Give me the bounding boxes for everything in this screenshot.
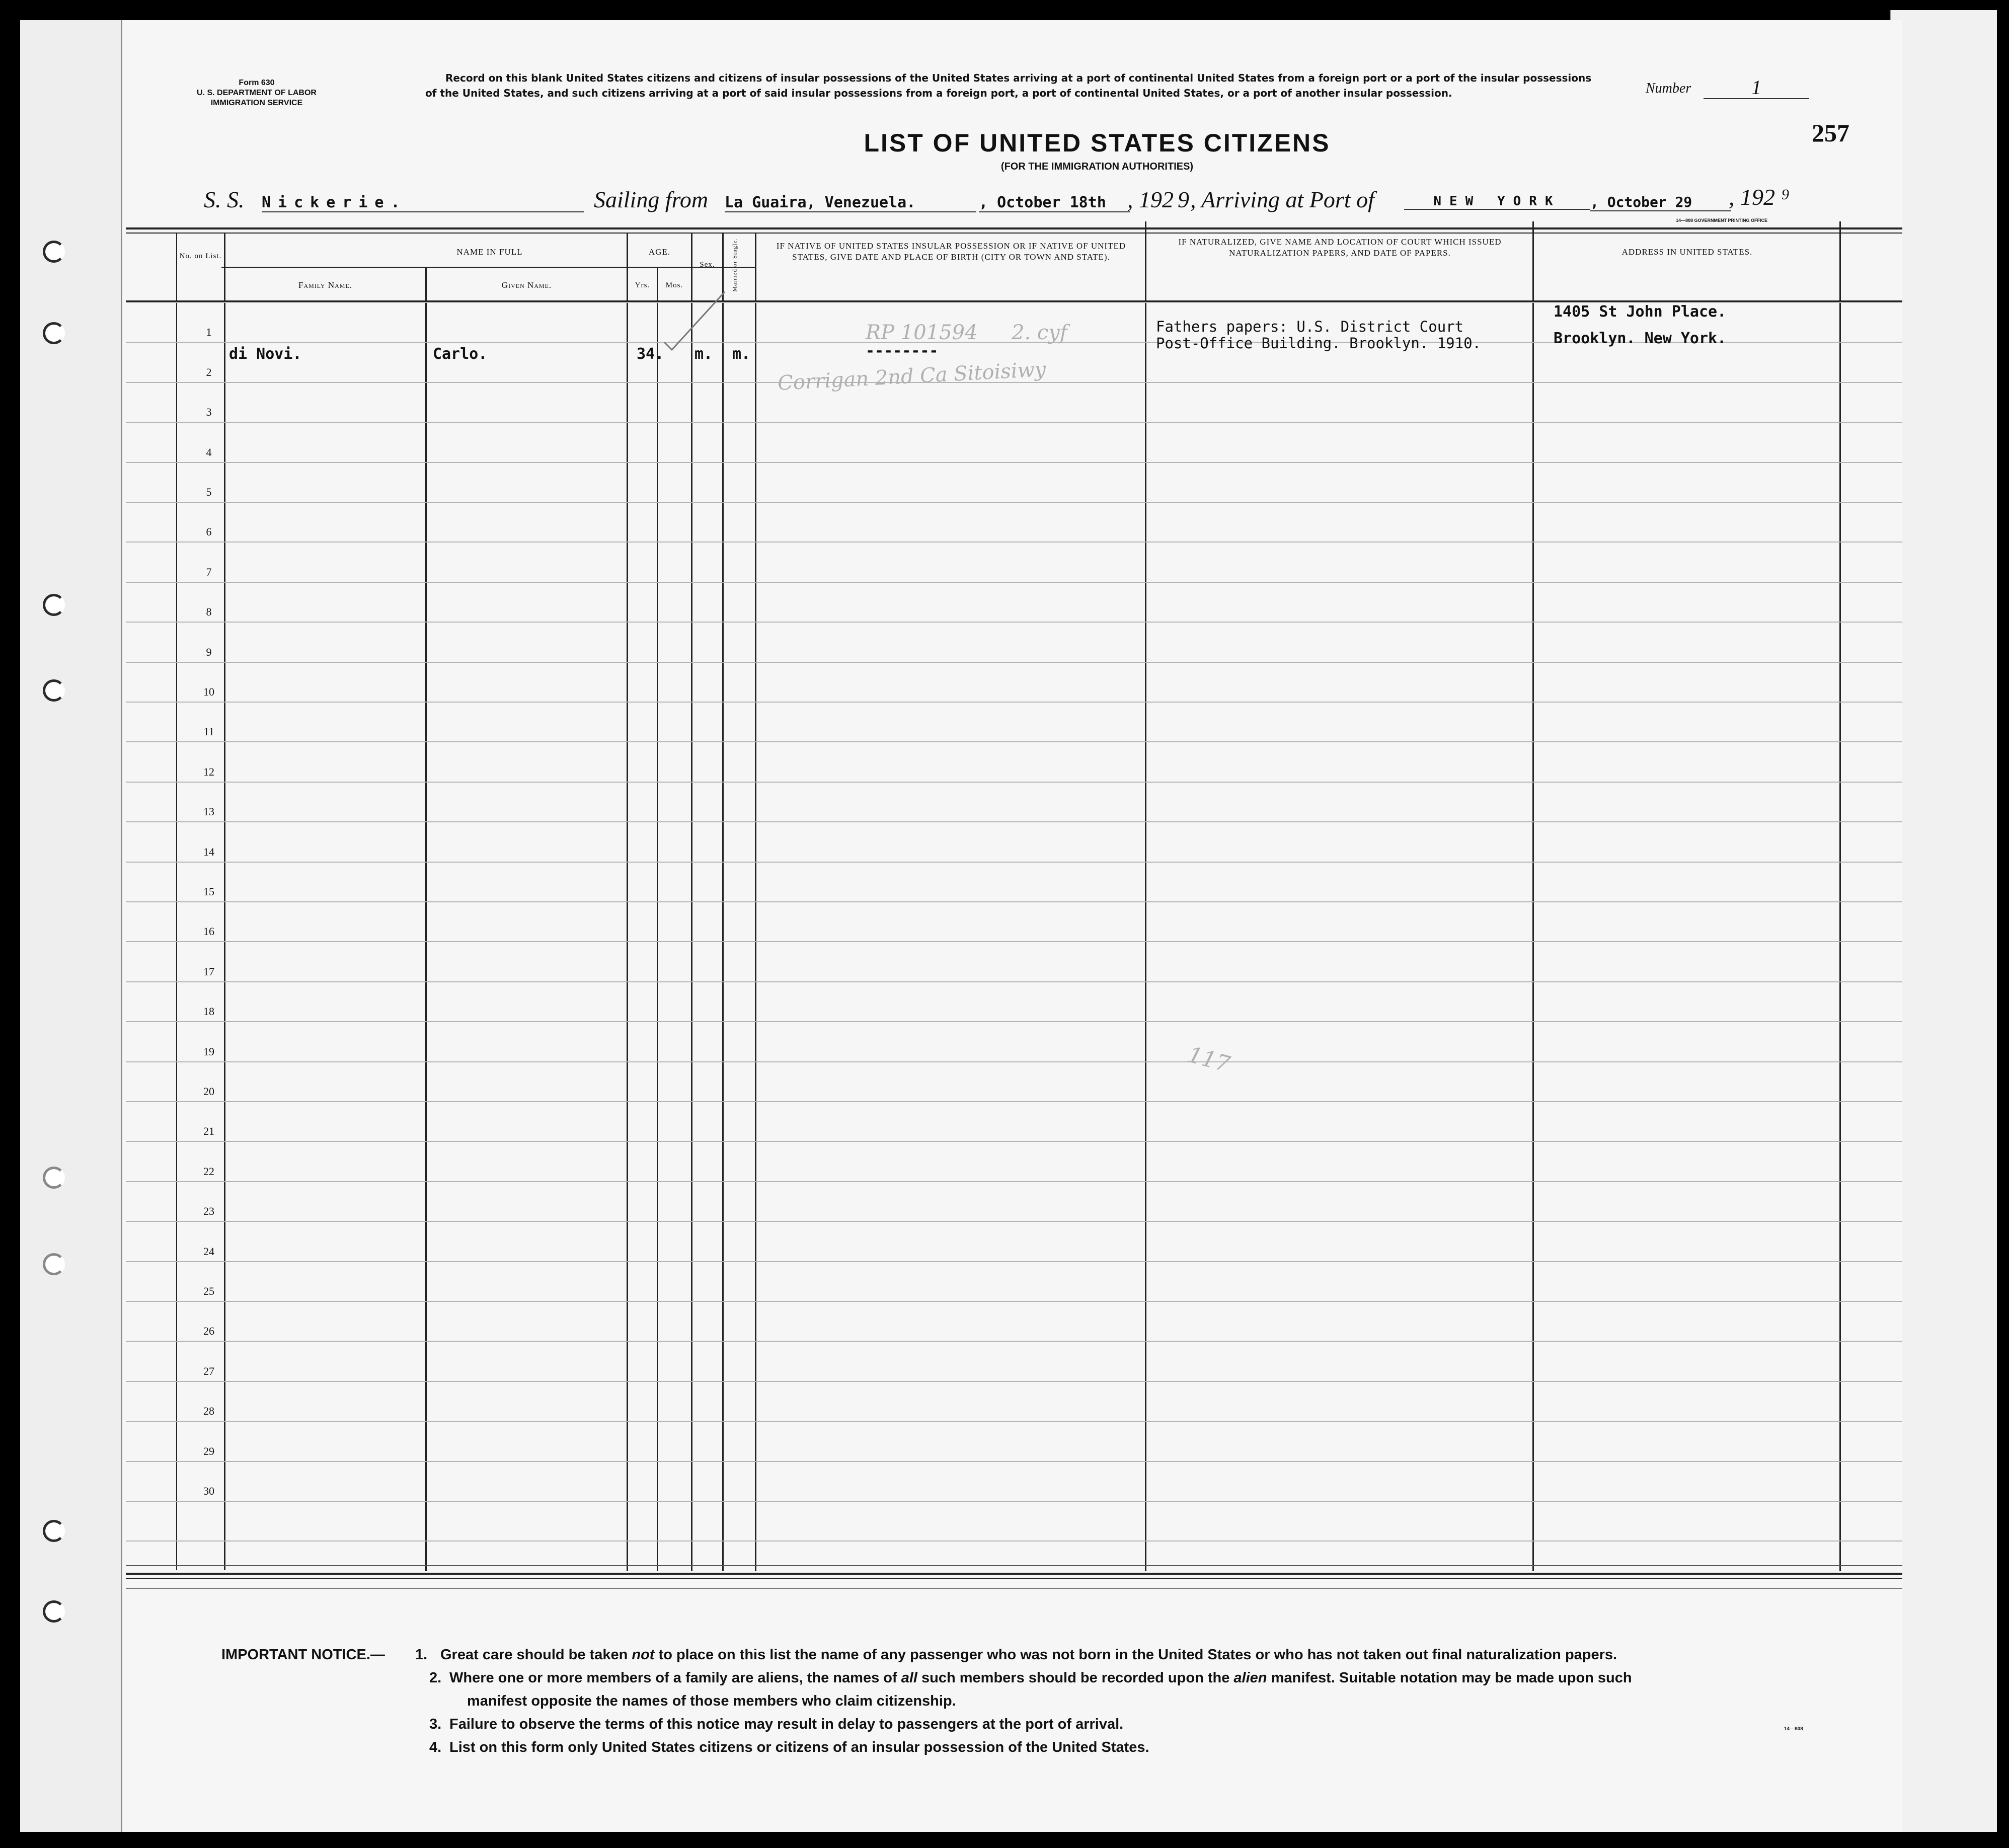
sailing-date: , October 18th bbox=[979, 194, 1130, 212]
arriving-label: , Arriving at Port of bbox=[1190, 187, 1374, 212]
col-given-name: Given Name. bbox=[501, 280, 552, 290]
pencil-note-1: RP 101594 bbox=[866, 321, 978, 344]
row-number: 13 bbox=[203, 805, 214, 818]
binding-hole bbox=[43, 679, 65, 702]
row-rule bbox=[126, 981, 1902, 982]
arriving-year-digit: 9 bbox=[1782, 186, 1789, 203]
entry-birth: -------- bbox=[866, 342, 939, 360]
row-rule bbox=[126, 1501, 1902, 1502]
row-number: 26 bbox=[203, 1325, 214, 1337]
sailing-year: , 192 bbox=[1127, 187, 1174, 212]
pencil-checkmark bbox=[659, 287, 730, 352]
col-yrs: Yrs. bbox=[635, 281, 650, 289]
binding-hole bbox=[43, 1253, 65, 1275]
binding-hole bbox=[43, 1167, 65, 1189]
row-rule bbox=[126, 422, 1902, 423]
row-number: 7 bbox=[206, 566, 212, 578]
row-rule bbox=[126, 782, 1902, 783]
row-rule bbox=[126, 1181, 1902, 1182]
back-page-edge bbox=[1890, 10, 1997, 1832]
row-rule bbox=[126, 1461, 1902, 1462]
notice-item-1 bbox=[440, 1643, 1885, 1666]
row-number: 11 bbox=[203, 725, 214, 738]
row-number: 30 bbox=[203, 1485, 214, 1497]
immigration-service: IMMIGRATION SERVICE bbox=[210, 99, 303, 107]
col-sex: Sex. bbox=[700, 261, 715, 269]
form-number: Form 630 bbox=[239, 79, 275, 87]
form-code: 14—808 bbox=[1784, 1726, 1803, 1732]
row-rule bbox=[126, 462, 1902, 463]
row-number: 5 bbox=[206, 486, 212, 498]
row-rule bbox=[126, 1261, 1902, 1262]
list-subtitle: (FOR THE IMMIGRATION AUTHORITIES) bbox=[1000, 161, 1194, 172]
col-birth: IF NATIVE OF UNITED STATES INSULAR POSSESSION OR IF NATIVE OF UNITED STATES, GIVE DATE AND PLACE OF BIRTH (CITY OR TOWN AND STATE). bbox=[776, 241, 1126, 262]
row-rule bbox=[126, 1381, 1902, 1382]
number-label: Number bbox=[1646, 81, 1691, 96]
col-family-name: Family Name. bbox=[298, 280, 353, 290]
col-name-in-full: NAME IN FULL bbox=[456, 247, 523, 257]
entry-address-line2: Brooklyn. New York. bbox=[1554, 330, 1727, 347]
row-number: 1 bbox=[206, 326, 212, 338]
row-rule bbox=[126, 862, 1902, 863]
row-rule bbox=[126, 941, 1902, 942]
sailing-label: Sailing from bbox=[594, 187, 709, 212]
notice-item-1-text-a: Great care should be taken bbox=[440, 1647, 628, 1663]
row-number: 20 bbox=[203, 1085, 214, 1098]
entry-married: m. bbox=[732, 345, 751, 363]
sailing-year-digit: 9 bbox=[1178, 187, 1189, 212]
col-married: Married or Single. bbox=[731, 238, 738, 292]
sailing-port: La Guaira, Venezuela. bbox=[725, 194, 976, 212]
row-rule bbox=[126, 1101, 1902, 1102]
row-rule bbox=[126, 1141, 1902, 1142]
binding-hole bbox=[43, 594, 65, 616]
pencil-note-3: Corrigan 2nd Ca Sitoisiwy bbox=[777, 358, 1047, 395]
binding-hole bbox=[43, 1520, 65, 1542]
entry-family-name: di Novi. bbox=[229, 345, 302, 363]
row-rule bbox=[126, 502, 1902, 503]
col-address: ADDRESS IN UNITED STATES. bbox=[1621, 247, 1753, 257]
notice-item-2-text-c: manifest. Suitable notation may be made upon such bbox=[1271, 1670, 1632, 1686]
row-number: 18 bbox=[203, 1005, 214, 1018]
row-number: 3 bbox=[206, 406, 212, 418]
row-rule bbox=[126, 1061, 1902, 1062]
notice-item-2-text-b: such members should be recorded upon the bbox=[921, 1670, 1230, 1686]
row-rule bbox=[126, 821, 1902, 822]
printer-mark: 14—808 GOVERNMENT PRINTING OFFICE bbox=[1676, 218, 1768, 223]
notice-heading: IMPORTANT NOTICE.— bbox=[221, 1647, 385, 1663]
row-number: 12 bbox=[203, 765, 214, 778]
col-no: No. on List. bbox=[179, 252, 222, 260]
row-number: 9 bbox=[206, 646, 212, 658]
binding-hole bbox=[43, 1600, 65, 1623]
row-number: 19 bbox=[203, 1045, 214, 1058]
row-number: 22 bbox=[203, 1165, 214, 1178]
arriving-year: , 192 bbox=[1729, 184, 1775, 210]
page-stamp: 257 bbox=[1812, 119, 1849, 147]
notice-item-2-text-a: Where one or more members of a family are aliens, the names of bbox=[449, 1670, 897, 1686]
notice-item-1-number: 1. bbox=[415, 1647, 428, 1663]
arriving-date: , October 29 bbox=[1590, 194, 1731, 211]
row-number: 2 bbox=[206, 366, 212, 378]
binding-hole bbox=[43, 241, 65, 263]
entry-sex: m. bbox=[694, 345, 713, 363]
row-rule bbox=[126, 702, 1902, 703]
arriving-port: NEW YORK bbox=[1404, 194, 1590, 210]
row-rule bbox=[126, 1221, 1902, 1222]
row-number: 29 bbox=[203, 1445, 214, 1457]
number-value: 1 bbox=[1704, 75, 1809, 99]
row-number: 14 bbox=[203, 845, 214, 858]
col-age: AGE. bbox=[648, 247, 671, 257]
entry-address-line1: 1405 St John Place. bbox=[1554, 303, 1727, 321]
row-rule bbox=[126, 1301, 1902, 1302]
row-number: 10 bbox=[203, 685, 214, 698]
notice-item-2-emphasis-all: all bbox=[901, 1670, 917, 1686]
row-number: 6 bbox=[206, 525, 212, 538]
notice-item-3-number: 3. bbox=[429, 1716, 442, 1732]
notice-item-2-continuation: manifest opposite the names of those members who claim citizenship. bbox=[467, 1693, 956, 1709]
department: U. S. DEPARTMENT OF LABOR bbox=[197, 89, 317, 97]
row-rule bbox=[126, 582, 1902, 583]
notice-item-1-text-b: to place on this list the name of any passenger who was not born in the United States or who has not taken out final naturalization papers. bbox=[658, 1647, 1617, 1663]
row-number: 28 bbox=[203, 1405, 214, 1417]
entry-naturalization-line2: Post-Office Building. Brooklyn. 1910. bbox=[1156, 335, 1482, 352]
row-rule bbox=[126, 1341, 1902, 1342]
col-mos: Mos. bbox=[665, 281, 683, 289]
notice-item-2 bbox=[449, 1666, 1889, 1689]
entry-age-yrs: 34. bbox=[637, 345, 664, 363]
ship-name: Nickerie. bbox=[262, 194, 584, 212]
row-number: 8 bbox=[206, 605, 212, 618]
notice-item-2-number: 2. bbox=[429, 1670, 442, 1686]
row-rule bbox=[126, 1021, 1902, 1022]
row-number: 21 bbox=[203, 1125, 214, 1137]
row-number: 23 bbox=[203, 1205, 214, 1217]
row-rule bbox=[126, 901, 1902, 902]
row-number: 27 bbox=[203, 1365, 214, 1377]
pencil-note-2: 2. cyf bbox=[1012, 321, 1067, 344]
notice-item-4: List on this form only United States citizens or citizens of an insular possession of the United States. bbox=[449, 1739, 1149, 1755]
row-number: 25 bbox=[203, 1285, 214, 1297]
notice-item-2-emphasis-alien: alien bbox=[1233, 1670, 1267, 1686]
row-rule bbox=[126, 662, 1902, 663]
notice-item-4-number: 4. bbox=[429, 1739, 442, 1755]
row-number: 4 bbox=[206, 446, 212, 458]
col-naturalized: IF NATURALIZED, GIVE NAME AND LOCATION OF COURT WHICH ISSUED NATURALIZATION PAPERS, AND DATE OF PAPERS. bbox=[1178, 237, 1502, 258]
manifest-sheet bbox=[20, 20, 1902, 1832]
row-number: 17 bbox=[203, 965, 214, 978]
row-rule bbox=[126, 741, 1902, 742]
row-rule bbox=[126, 1541, 1902, 1542]
ship-prefix: S. S. bbox=[204, 187, 245, 212]
notice-item-1-emphasis: not bbox=[632, 1647, 655, 1663]
row-rule bbox=[126, 1421, 1902, 1422]
list-title: LIST OF UNITED STATES CITIZENS bbox=[864, 129, 1331, 157]
row-number: 24 bbox=[203, 1245, 214, 1258]
binding-hole bbox=[43, 322, 65, 344]
record-instructions: Record on this blank United States citizens and citizens of insular possessions of the United States arriving at a port of continental United States from a foreign port or a port of the insular possessions of the United States, and such citizens arriving at a port of said insular possessions from a foreign port, a port of continental United States, or a port of another insular possession. bbox=[425, 72, 1592, 99]
row-number: 16 bbox=[203, 925, 214, 938]
notice-item-3: Failure to observe the terms of this notice may result in delay to passengers at the port of arrival. bbox=[449, 1716, 1124, 1732]
row-rule bbox=[126, 542, 1902, 543]
binding-strip bbox=[20, 20, 122, 1832]
row-rule bbox=[126, 622, 1902, 623]
row-number: 15 bbox=[203, 885, 214, 898]
entry-naturalization-line1: Fathers papers: U.S. District Court bbox=[1156, 318, 1464, 335]
entry-given-name: Carlo. bbox=[433, 345, 488, 363]
margin-pencil-mark: 117 bbox=[1185, 1042, 1233, 1077]
